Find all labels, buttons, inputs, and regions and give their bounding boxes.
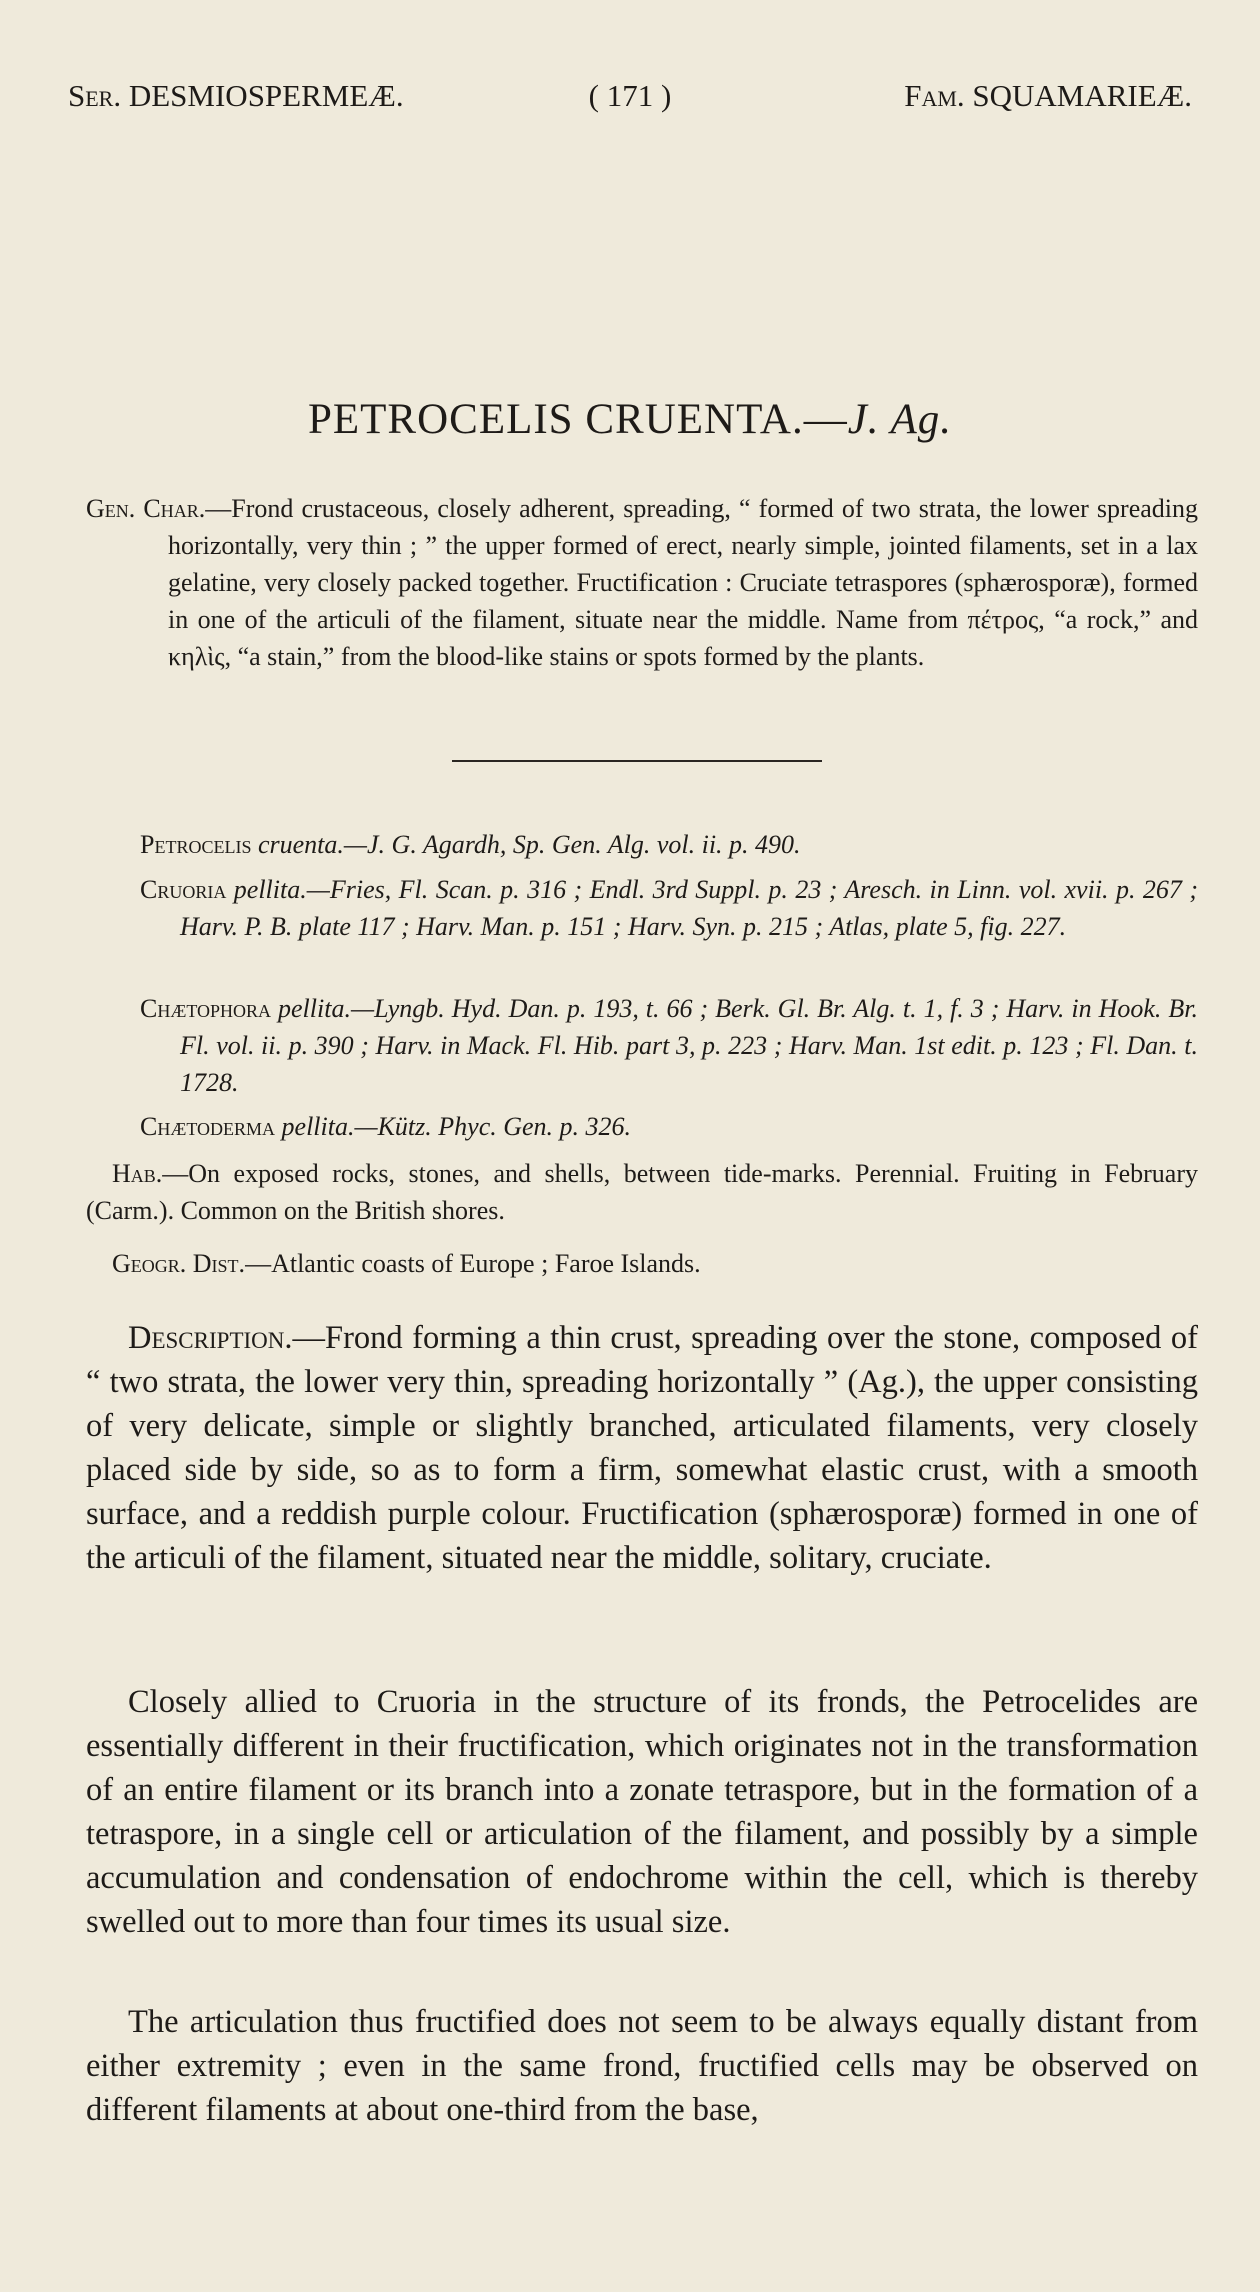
generic-character	[86, 490, 1198, 675]
habitat-label: Hab.	[112, 1159, 163, 1188]
body-paragraph	[86, 1680, 1198, 1944]
species-author: J. Ag.	[847, 396, 953, 443]
synonym-genus: Cruoria	[140, 875, 227, 904]
geogr-text: —Atlantic coasts of Europe ; Faroe Islands.	[245, 1249, 701, 1278]
synonym-entry	[140, 826, 1198, 863]
description-label: Description.	[128, 1320, 293, 1356]
synonym-entry	[140, 1108, 1198, 1145]
synonym-reference: Lyngb. Hyd. Dan. p. 193, t. 66 ; Berk. Gl. Br. Alg. t. 1, f. 3 ; Harv. in Hook. Br. Fl. vol. ii. p. 390 ; Harv. in Mack. Fl. Hib. part 3, p. 223 ; Harv. Man. 1st edit. p. 123 ; Fl. Dan. t. 1728.	[180, 994, 1198, 1097]
species-title	[0, 395, 1260, 444]
section-divider	[452, 760, 822, 762]
synonym-reference: Kütz. Phyc. Gen. p. 326.	[377, 1112, 632, 1141]
gen-char-label: Gen. Char.	[86, 494, 206, 523]
synonym-species: pellita.—	[233, 875, 330, 904]
paragraph-text: Closely allied to Cruoria in the structure of its fronds, the Petrocelides are essentially different in their fructification, which originates not in the transformation of an entire filament or its branch into a zonate tetraspore, but in the formation of a tetraspore, in a single cell or articulation of the filament, and possibly by a simple accumulation and condensation of endochrome within the cell, which is thereby swelled out to more than four times its usual size.	[86, 1684, 1198, 1940]
running-header	[68, 78, 1192, 128]
habitat	[86, 1155, 1198, 1229]
habitat-text: —On exposed rocks, stones, and shells, between tide-marks. Perennial. Fruiting in February (Carm.). Common on the British shores.	[86, 1159, 1198, 1225]
synonym-reference: J. G. Agardh, Sp. Gen. Alg. vol. ii. p. 490.	[367, 830, 801, 859]
species-name: PETROCELIS CRUENTA.—	[307, 396, 848, 443]
family-heading: Fam. SQUAMARIEÆ.	[904, 78, 1192, 113]
synonym-entry	[140, 871, 1198, 945]
geogr-label: Geogr. Dist.	[112, 1249, 246, 1278]
page-number: ( 171 )	[588, 78, 672, 113]
description-text: —Frond forming a thin crust, spreading over the stone, composed of “ two strata, the lower very thin, spreading horizontally ” (Ag.), the upper consisting of very delicate, simple or slightly branched, articulated filaments, very closely placed side by side, so as to form a firm, somewhat elastic crust, with a smooth surface, and a reddish purple colour. Fructification (sphærosporæ) formed in one of the articuli of the filament, situated near the middle, solitary, cruciate.	[86, 1320, 1198, 1576]
body-paragraph	[86, 2000, 1198, 2132]
gen-char-text: —Frond crustaceous, closely adherent, spreading, “ formed of two strata, the lower spreading horizontally, very thin ; ” the upper formed of erect, nearly simple, jointed filaments, set in a lax gelatine, very closely packed together. Fructification : Cruciate tetraspores (sphærosporæ), formed in one of the articuli of the filament, situate near the middle. Name from πέτρος, “a rock,” and κηλὶς, “a stain,” from the blood-like stains or spots formed by the plants.	[168, 494, 1198, 671]
synonym-reference: Fries, Fl. Scan. p. 316 ; Endl. 3rd Suppl. p. 23 ; Aresch. in Linn. vol. xvii. p. 267 ; Harv. P. B. plate 117 ; Harv. Man. p. 151 ; Harv. Syn. p. 215 ; Atlas, plate 5, fig. 227.	[180, 875, 1198, 941]
series-heading: Ser. DESMIOSPERMEÆ.	[68, 78, 404, 113]
synonym-genus: Chætophora	[140, 994, 272, 1023]
paragraph-text: The articulation thus fructified does not seem to be always equally distant from either extremity ; even in the same frond, fructified cells may be observed on different filaments at about one-third from the base,	[86, 2004, 1198, 2128]
synonym-entry	[140, 990, 1198, 1101]
description	[86, 1316, 1198, 1580]
synonym-species: cruenta.—	[257, 830, 368, 859]
synonym-genus: Petrocelis	[140, 830, 252, 859]
synonym-species: pellita.—	[278, 994, 375, 1023]
synonym-species: pellita.—	[281, 1112, 378, 1141]
geographic-distribution	[112, 1245, 1198, 1282]
synonym-genus: Chætoderma	[140, 1112, 276, 1141]
